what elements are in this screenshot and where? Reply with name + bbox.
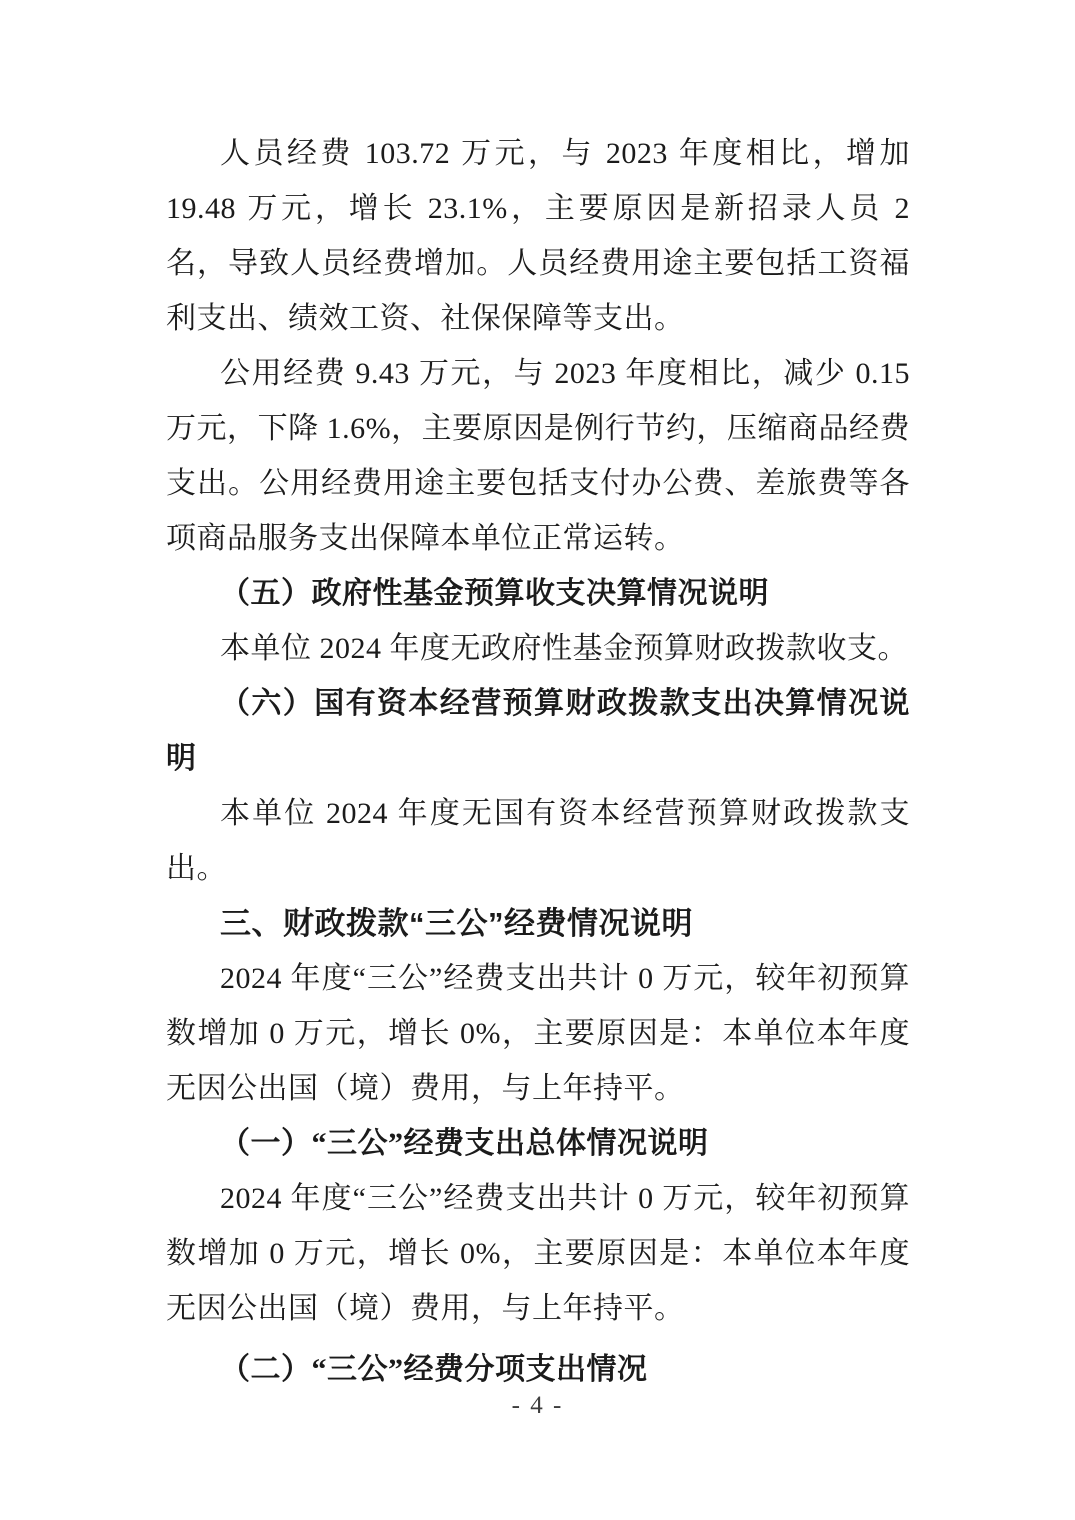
heading-section-6-state-capital: （六）国有资本经营预算财政拨款支出决算情况说明 bbox=[166, 687, 910, 775]
page-footer bbox=[0, 1392, 1075, 1420]
heading-part-3-three-public-funds: 三、财政拨款“三公”经费情况说明 bbox=[220, 906, 693, 941]
paragraph-gov-fund-none: 本单位 2024 年度无政府性基金预算财政拨款收支。 bbox=[220, 632, 908, 665]
paragraph-public-funds: 公用经费 9.43 万元，与 2023 年度相比，减少 0.15 万元，下降 1.6%，主要原因是例行节约，压缩商品经费支出。公用经费用途主要包括支付办公费、差旅费等各项商品服务支出保障本单位正常运转。 bbox=[166, 357, 910, 555]
document-content bbox=[166, 126, 910, 1397]
paragraph-state-capital-none: 本单位 2024 年度无国有资本经营预算财政拨款支出。 bbox=[166, 797, 910, 885]
heading-section-5-gov-fund: （五）政府性基金预算收支决算情况说明 bbox=[220, 577, 769, 610]
heading-sub-2-three-public-itemized: （二）“三公”经费分项支出情况 bbox=[220, 1353, 648, 1386]
paragraph-three-public-summary: 2024 年度“三公”经费支出共计 0 万元，较年初预算数增加 0 万元，增长 0%，主要原因是：本单位本年度无因公出国（境）费用，与上年持平。 bbox=[166, 962, 910, 1105]
page-number: - 4 - bbox=[511, 1392, 564, 1419]
paragraph-three-public-overall: 2024 年度“三公”经费支出共计 0 万元，较年初预算数增加 0 万元，增长 0%，主要原因是：本单位本年度无因公出国（境）费用，与上年持平。 bbox=[166, 1182, 910, 1325]
paragraph-personnel-funds: 人员经费 103.72 万元，与 2023 年度相比，增加 19.48 万元，增长 23.1%，主要原因是新招录人员 2 名，导致人员经费增加。人员经费用途主要包括工资福利支出、绩效工资、社保保障等支出。 bbox=[166, 137, 910, 335]
heading-sub-1-three-public-overall: （一）“三公”经费支出总体情况说明 bbox=[220, 1127, 709, 1160]
